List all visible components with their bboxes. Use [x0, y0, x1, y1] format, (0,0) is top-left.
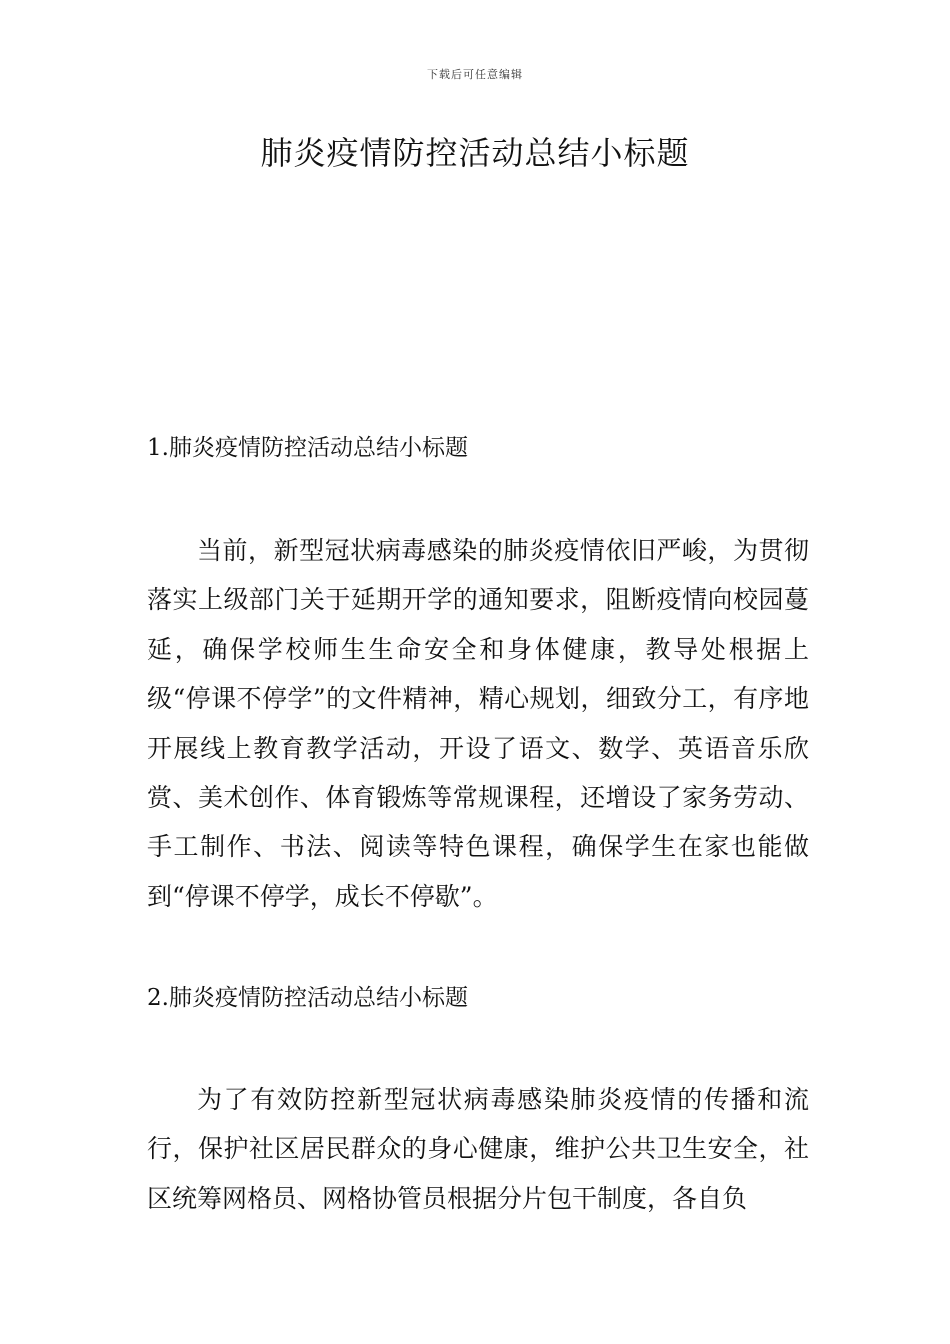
section-paragraph-1: 当前，新型冠状病毒感染的肺炎疫情依旧严峻，为贯彻落实上级部门关于延期开学的通知要求，阻断疫情向校园蔓延，确保学校师生生命安全和身体健康，教导处根据上级“停课不停学”的文件精神，精心规划，细致分工，有序地开展线上教育教学活动，开设了语文、数学、英语音乐欣赏、美术创作、体育锻炼等常规课程，还增设了家务劳动、手工制作、书法、阅读等特色课程，确保学生在家也能做到“停课不停学，成长不停歇”。	[147, 536, 809, 911]
section-heading-1: 1.肺炎疫情防控活动总结小标题	[147, 435, 468, 461]
section-paragraph-2: 为了有效防控新型冠状病毒感染肺炎疫情的传播和流行，保护社区居民群众的身心健康，维护公共卫生安全，社区统筹网格员、网格协管员根据分片包干制度，各自负	[147, 1085, 809, 1213]
document-title: 肺炎疫情防控活动总结小标题	[260, 134, 690, 172]
section-heading-2: 2.肺炎疫情防控活动总结小标题	[147, 985, 468, 1011]
header-note: 下载后可任意编辑	[427, 68, 523, 81]
